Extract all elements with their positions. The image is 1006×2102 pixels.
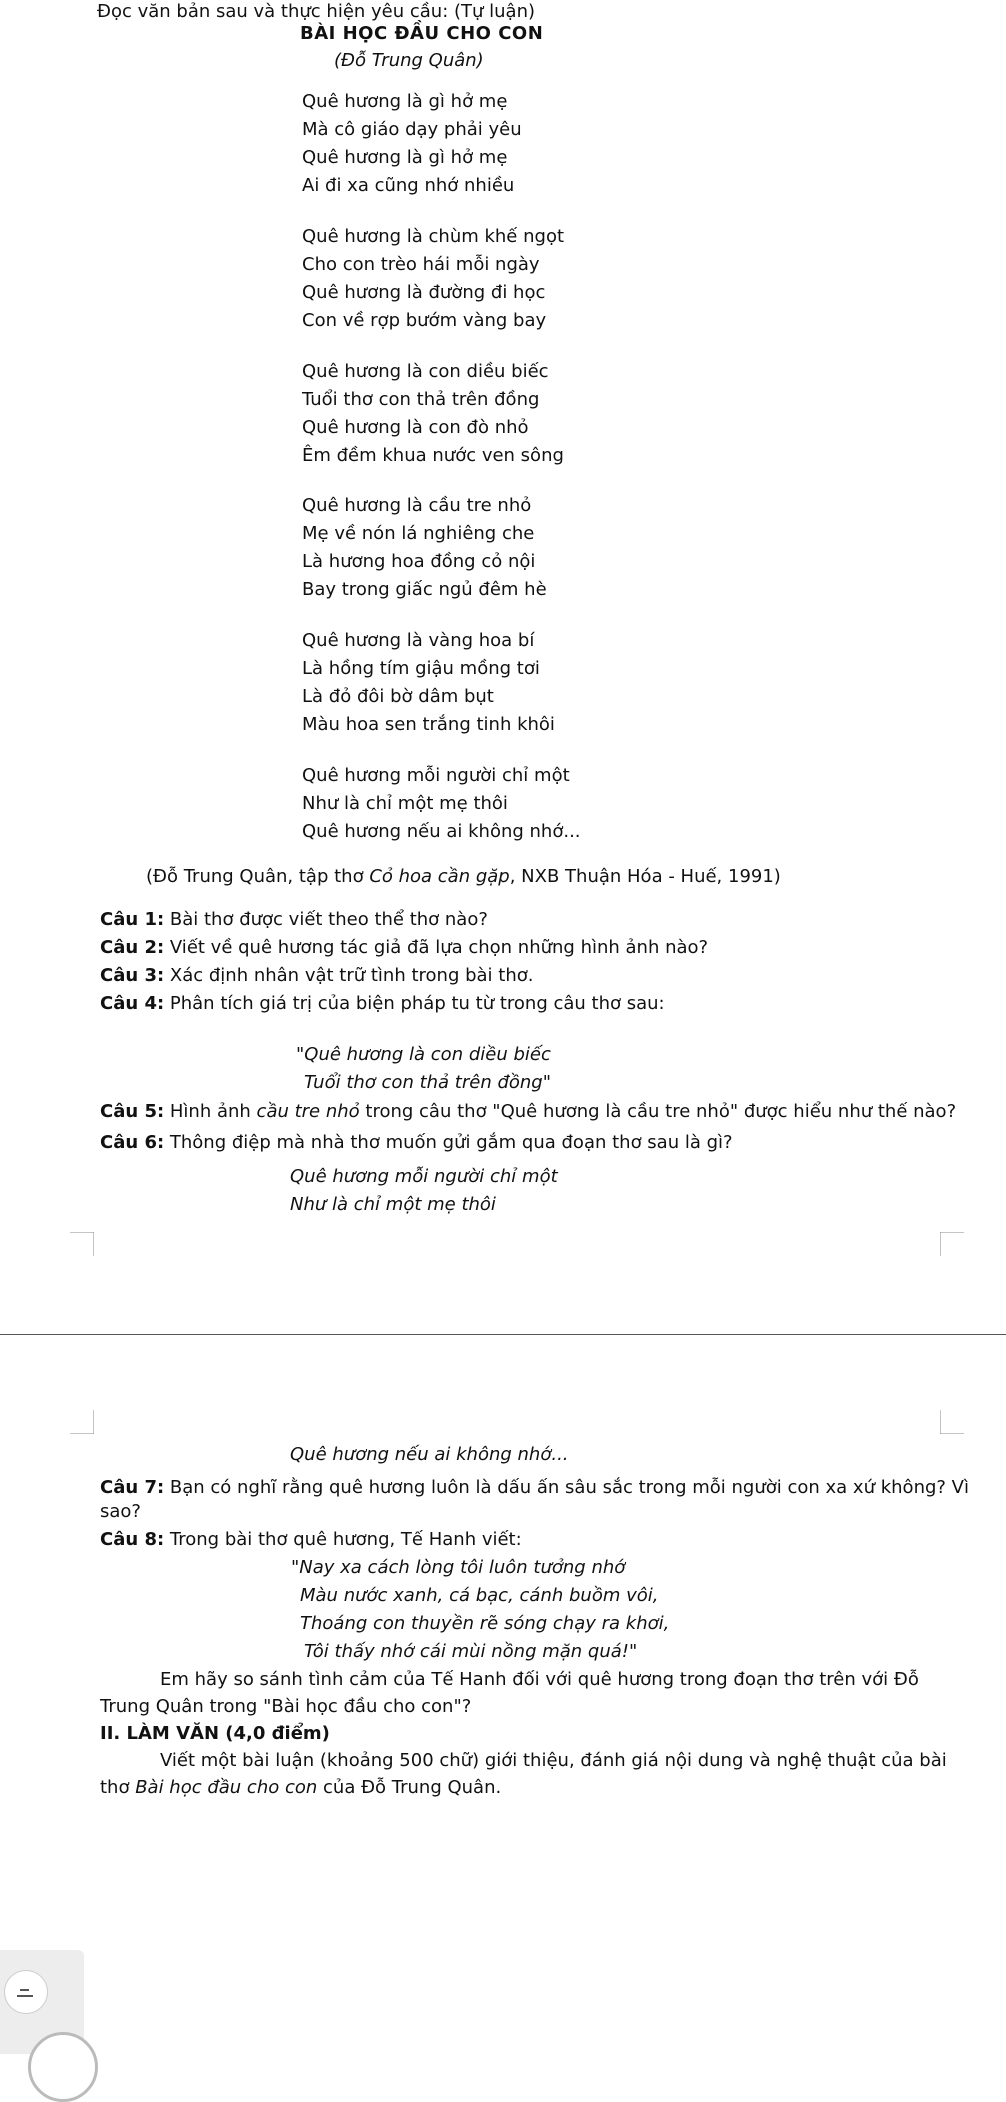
- poem-title: BÀI HỌC ĐẦU CHO CON: [300, 23, 544, 44]
- question-3: Câu 3: Xác định nhân vật trữ tình trong bài thơ.: [100, 965, 534, 986]
- question-5: Câu 5: Hình ảnh cầu tre nhỏ trong câu thơ "Quê hương là cầu tre nhỏ" được hiểu như thế nào?: [100, 1101, 957, 1122]
- poem-line: Quê hương là cầu tre nhỏ: [302, 495, 532, 516]
- face-icon: [5, 1971, 47, 2013]
- quote-line: "Quê hương là con diều biếc: [296, 1044, 551, 1065]
- poem-line: Quê hương là gì hở mẹ: [302, 91, 508, 112]
- quote-line: "Nay xa cách lòng tôi luôn tưởng nhớ: [291, 1557, 626, 1578]
- poem-line: Quê hương là vàng hoa bí: [302, 630, 535, 651]
- quote-line: Quê hương nếu ai không nhớ...: [290, 1444, 569, 1465]
- question-4: Câu 4: Phân tích giá trị của biện pháp tu từ trong câu thơ sau:: [100, 993, 665, 1014]
- poem-line: Con về rợp bướm vàng bay: [302, 310, 547, 331]
- page-corner-mark: [940, 1410, 964, 1434]
- poem-line: Ai đi xa cũng nhớ nhiều: [302, 175, 515, 196]
- part-2-task-cont: thơ Bài học đầu cho con của Đỗ Trung Quân.: [100, 1777, 502, 1798]
- question-8-compare: Em hãy so sánh tình cảm của Tế Hanh đối với quê hương trong đoạn thơ trên với Đỗ: [160, 1669, 919, 1690]
- poem-line: Quê hương nếu ai không nhớ...: [302, 821, 581, 842]
- poem-line: Là hương hoa đồng cỏ nội: [302, 551, 536, 572]
- poem-author: (Đỗ Trung Quân): [334, 50, 484, 71]
- poem-line: Cho con trèo hái mỗi ngày: [302, 254, 540, 275]
- poem-line: Như là chỉ một mẹ thôi: [302, 793, 508, 814]
- poem-line: Quê hương là con đò nhỏ: [302, 417, 529, 438]
- question-7-cont: sao?: [100, 1501, 141, 1522]
- quote-line: Tuổi thơ con thả trên đồng": [304, 1072, 551, 1093]
- poem-line: Êm đềm khua nước ven sông: [302, 445, 564, 466]
- quote-line: Như là chỉ một mẹ thôi: [290, 1194, 496, 1215]
- poem-source: (Đỗ Trung Quân, tập thơ Cỏ hoa cần gặp, NXB Thuận Hóa - Huế, 1991): [146, 866, 781, 887]
- assistant-bubble[interactable]: [28, 2032, 98, 2102]
- poem-line: Quê hương là đường đi học: [302, 282, 546, 303]
- quote-line: Màu nước xanh, cá bạc, cánh buồm vôi,: [300, 1585, 659, 1606]
- question-8-compare-cont: Trung Quân trong "Bài học đầu cho con"?: [100, 1696, 472, 1717]
- avatar-icon: [4, 1970, 48, 2014]
- quote-line: Thoáng con thuyền rẽ sóng chạy ra khơi,: [300, 1613, 670, 1634]
- poem-line: Mà cô giáo dạy phải yêu: [302, 119, 522, 140]
- part-2-heading: II. LÀM VĂN (4,0 điểm): [100, 1723, 330, 1744]
- question-7: Câu 7: Bạn có nghĩ rằng quê hương luôn là dấu ấn sâu sắc trong mỗi người con xa xứ không? Vì: [100, 1477, 969, 1498]
- poem-line: Màu hoa sen trắng tinh khôi: [302, 714, 555, 735]
- poem-line: Là đỏ đôi bờ dâm bụt: [302, 686, 494, 707]
- question-2: Câu 2: Viết về quê hương tác giả đã lựa chọn những hình ảnh nào?: [100, 937, 709, 958]
- poem-line: Bay trong giấc ngủ đêm hè: [302, 579, 547, 600]
- page-corner-mark: [940, 1232, 964, 1256]
- page-corner-mark: [70, 1410, 94, 1434]
- question-1: Câu 1: Bài thơ được viết theo thể thơ nào?: [100, 909, 488, 930]
- poem-line: Quê hương là gì hở mẹ: [302, 147, 508, 168]
- poem-line: Tuổi thơ con thả trên đồng: [302, 389, 540, 410]
- poem-line: Quê hương mỗi người chỉ một: [302, 765, 570, 786]
- instruction-text: Đọc văn bản sau và thực hiện yêu cầu: (Tự luận): [97, 1, 536, 22]
- question-6: Câu 6: Thông điệp mà nhà thơ muốn gửi gắm qua đoạn thơ sau là gì?: [100, 1132, 733, 1153]
- page-separator: [0, 1334, 1006, 1335]
- part-2-task: Viết một bài luận (khoảng 500 chữ) giới thiệu, đánh giá nội dung và nghệ thuật của bài: [160, 1750, 947, 1771]
- poem-line: Là hồng tím giậu mồng tơi: [302, 658, 540, 679]
- question-8: Câu 8: Trong bài thơ quê hương, Tế Hanh viết:: [100, 1529, 522, 1550]
- quote-line: Quê hương mỗi người chỉ một: [290, 1166, 558, 1187]
- page-corner-mark: [70, 1232, 94, 1256]
- quote-line: Tôi thấy nhớ cái mùi nồng mặn quá!": [304, 1641, 638, 1662]
- poem-line: Quê hương là chùm khế ngọt: [302, 226, 565, 247]
- poem-line: Quê hương là con diều biếc: [302, 361, 549, 382]
- poem-line: Mẹ về nón lá nghiêng che: [302, 523, 535, 544]
